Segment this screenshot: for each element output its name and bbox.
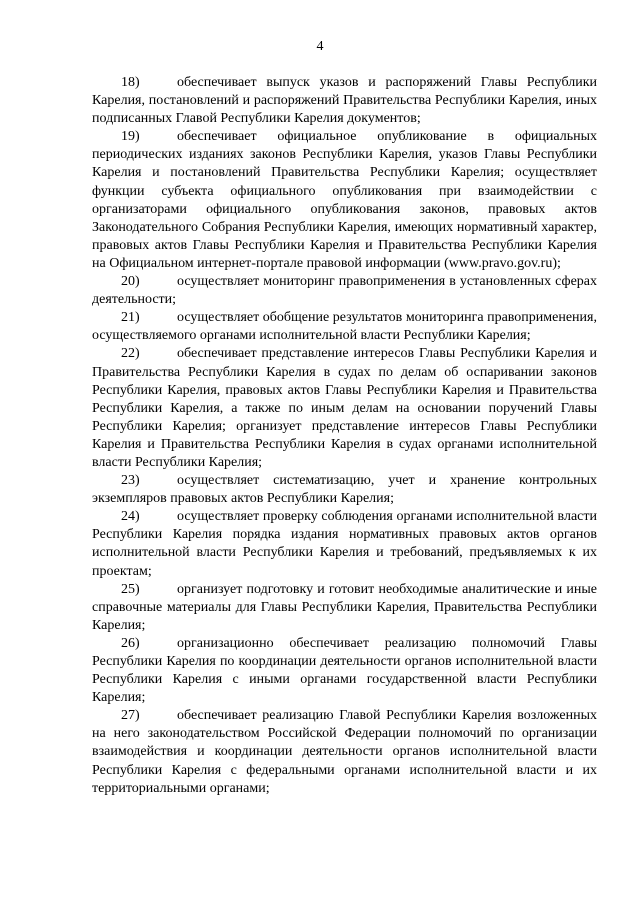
item-number: 26)	[121, 635, 140, 651]
list-item-21	[92, 309, 597, 345]
list-item-26	[92, 635, 597, 707]
item-text: организует подготовку и готовит необходимые аналитические и иные справочные материалы для Главы Республики Карелия, Правительства Республики Карелия;	[92, 581, 597, 633]
item-text: обеспечивает реализацию Главой Республики Карелия возложенных на него законодательством Российской Федерации полномочий по организации взаимодействия и координации деятельности органов исполнительной власти Республики Карелия с федеральными органами исполнительной власти и их территориальными органами;	[92, 708, 597, 796]
item-number: 25)	[121, 581, 140, 597]
item-text: обеспечивает официальное опубликование в официальных периодических изданиях законов Республики Карелия, указов Главы Республики Карелия и постановлений Правительства Республики Карелия; осуществляет функции субъекта официального опубликования при взаимодействии с организаторами официального опубликования законов, правовых актов Законодательного Собрания Республики Карелия, имеющих нормативный характер, правовых актов Главы Республики Карелия и Правительства Республики Карелия на Официальном интернет-портале правовой информации (www.pravo.gov.ru);	[92, 129, 597, 271]
item-text: осуществляет обобщение результатов мониторинга правоприменения, осуществляемого органами исполнительной власти Республики Карелия;	[92, 310, 597, 344]
item-text: организационно обеспечивает реализацию полномочий Главы Республики Карелия по координации деятельности органов исполнительной власти Республики Карелия с иными органами государственной власти Республики Карелия;	[92, 635, 597, 706]
item-text: осуществляет проверку соблюдения органами исполнительной власти Республики Карелия порядка издания нормативных правовых актов органов исполнительной власти Республики Карелия и требований, предъявляемых к их проектам;	[92, 509, 597, 579]
item-number: 18)	[121, 75, 140, 90]
document-body	[92, 74, 597, 798]
list-item-25	[92, 581, 597, 635]
list-item-22	[92, 345, 597, 472]
list-item-20	[92, 273, 597, 309]
list-item-24	[92, 508, 597, 580]
item-number: 20)	[121, 274, 140, 290]
list-item-19	[92, 128, 597, 273]
list-item-23	[92, 472, 597, 508]
item-number: 22)	[121, 346, 140, 362]
item-number: 24)	[121, 509, 140, 525]
item-text: осуществляет систематизацию, учет и хранение контрольных экземпляров правовых актов Республики Карелия;	[92, 473, 597, 507]
item-number: 23)	[121, 473, 140, 489]
page-number: 4	[316, 39, 324, 54]
item-number: 21)	[121, 310, 140, 326]
item-number: 19)	[121, 129, 140, 145]
item-number: 27)	[121, 708, 140, 724]
list-item-27	[92, 707, 597, 797]
list-item-18	[92, 74, 597, 128]
item-text: обеспечивает представление интересов Главы Республики Карелия и Правительства Республики Карелия в судах по делам об оспаривании законов Республики Карелия, правовых актов Главы Республики Карелия и Правительства Республики Карелия, а также по иным делам на основании поручений Главы Республики Карелия; организует представление интересов Главы Республики Карелия и Правительства Республики Карелия в судах органами исполнительной власти Республики Карелия;	[92, 346, 597, 470]
item-text: осуществляет мониторинг правоприменения в установленных сферах деятельности;	[92, 274, 597, 308]
item-text: обеспечивает выпуск указов и распоряжений Главы Республики Карелия, постановлений и распоряжений Правительства Республики Карелия, иных подписанных Главой Республики Карелия документов;	[92, 75, 597, 127]
